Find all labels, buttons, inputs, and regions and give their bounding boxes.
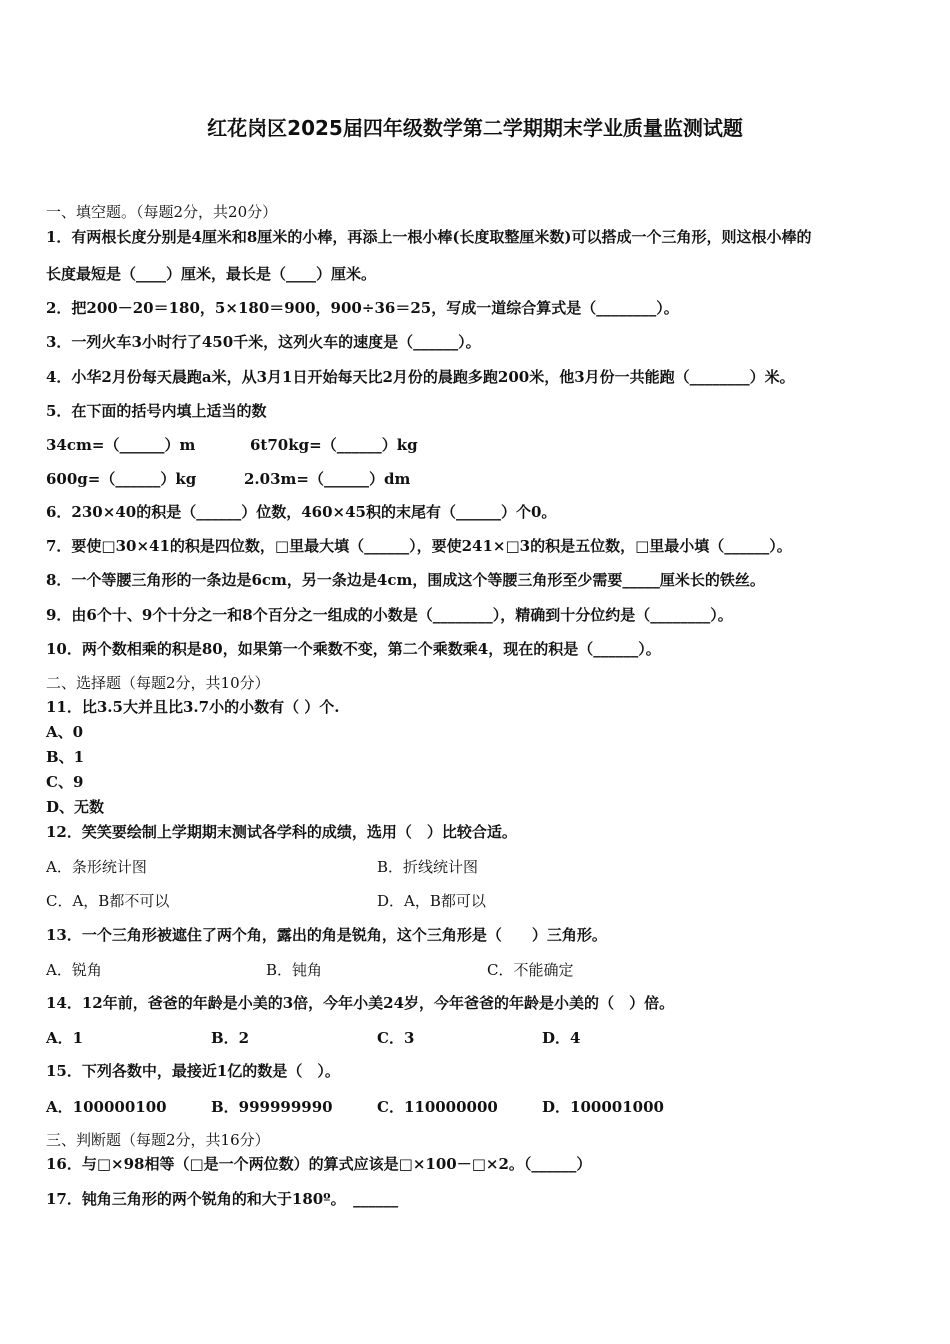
question-5-item-1: 34cm=（______）m bbox=[46, 436, 196, 454]
question-11: 11．比3.5大并且比3.7小的小数有（ ）个. bbox=[46, 698, 340, 716]
question-7: 7．要使□30×41的积是四位数，□里最大填（______），要使241×□3的积是五位数，□里最小填（______）。 bbox=[46, 537, 792, 555]
question-1-line-1: 1．有两根长度分别是4厘米和8厘米的小棒，再添上一根小棒(长度取整厘米数)可以搭成一个三角形，则这根小棒的 bbox=[46, 228, 812, 246]
question-10: 10．两个数相乘的积是80，如果第一个乘数不变，第二个乘数乘4，现在的积是（______）。 bbox=[46, 640, 661, 658]
question-15-option-d: D．100001000 bbox=[542, 1098, 664, 1116]
section-fill-heading: 一、填空题。（每题2分，共20分） bbox=[46, 203, 278, 221]
question-11-option-d: D、无数 bbox=[46, 798, 105, 816]
question-13-option-b: B．钝角 bbox=[266, 961, 323, 979]
question-17: 17．钝角三角形的两个锐角的和大于180º。 ______ bbox=[46, 1190, 399, 1208]
question-12-option-d: D．A，B都可以 bbox=[377, 892, 486, 910]
section-judge-heading: 三、判断题（每题2分，共16分） bbox=[46, 1131, 270, 1149]
question-8: 8．一个等腰三角形的一条边是6cm，另一条边是4cm，围成这个等腰三角形至少需要_____厘米长的铁丝。 bbox=[46, 571, 765, 589]
question-15: 15．下列各数中，最接近1亿的数是（ ）。 bbox=[46, 1062, 340, 1080]
question-5-item-2: 6t70kg=（______）kg bbox=[250, 436, 418, 454]
question-5: 5．在下面的括号内填上适当的数 bbox=[46, 402, 267, 420]
question-14: 14．12年前，爸爸的年龄是小美的3倍，今年小美24岁，今年爸爸的年龄是小美的（ ）倍。 bbox=[46, 994, 675, 1012]
question-14-option-d: D．4 bbox=[542, 1029, 581, 1047]
question-12-option-c: C．A，B都不可以 bbox=[46, 892, 170, 910]
question-14-option-a: A．1 bbox=[46, 1029, 84, 1047]
question-15-option-b: B．999999990 bbox=[211, 1098, 333, 1116]
question-3: 3．一列火车3小时行了450千米，这列火车的速度是（______）。 bbox=[46, 333, 481, 351]
question-15-option-c: C．110000000 bbox=[377, 1098, 498, 1116]
question-5-item-3: 600g=（______）kg bbox=[46, 470, 197, 488]
question-6: 6．230×40的积是（______）位数，460×45积的末尾有（______）个0。 bbox=[46, 503, 557, 521]
question-14-option-c: C．3 bbox=[377, 1029, 415, 1047]
question-12-option-a: A．条形统计图 bbox=[46, 858, 147, 876]
question-11-option-a: A、0 bbox=[46, 723, 84, 741]
question-13-option-c: C．不能确定 bbox=[487, 961, 574, 979]
question-5-item-4: 2.03m=（______）dm bbox=[244, 470, 411, 488]
question-12-option-b: B．折线统计图 bbox=[377, 858, 479, 876]
question-2: 2．把200－20＝180，5×180＝900，900÷36＝25，写成一道综合算式是（________）。 bbox=[46, 299, 679, 317]
question-9: 9．由6个十、9个十分之一和8个百分之一组成的小数是（________），精确到十分位约是（________）。 bbox=[46, 606, 733, 624]
question-14-option-b: B．2 bbox=[211, 1029, 250, 1047]
question-11-option-b: B、1 bbox=[46, 748, 85, 766]
page-title: 红花岗区2025届四年级数学第二学期期末学业质量监测试题 bbox=[207, 116, 743, 140]
question-16: 16．与□×98相等（□是一个两位数）的算式应该是□×100－□×2。（______） bbox=[46, 1155, 592, 1173]
question-4: 4．小华2月份每天晨跑a米，从3月1日开始每天比2月份的晨跑多跑200米，他3月份一共能跑（________）米。 bbox=[46, 368, 795, 386]
question-13-option-a: A．锐角 bbox=[46, 961, 102, 979]
question-12: 12．笑笑要绘制上学期期末测试各学科的成绩，选用（ ）比较合适。 bbox=[46, 823, 517, 841]
section-choice-heading: 二、选择题（每题2分，共10分） bbox=[46, 674, 270, 692]
question-13: 13．一个三角形被遮住了两个角，露出的角是锐角，这个三角形是（ ）三角形。 bbox=[46, 926, 607, 944]
question-11-option-c: C、9 bbox=[46, 773, 84, 791]
question-1-line-2: 长度最短是（____）厘米，最长是（____）厘米。 bbox=[46, 265, 377, 283]
question-15-option-a: A．100000100 bbox=[46, 1098, 167, 1116]
